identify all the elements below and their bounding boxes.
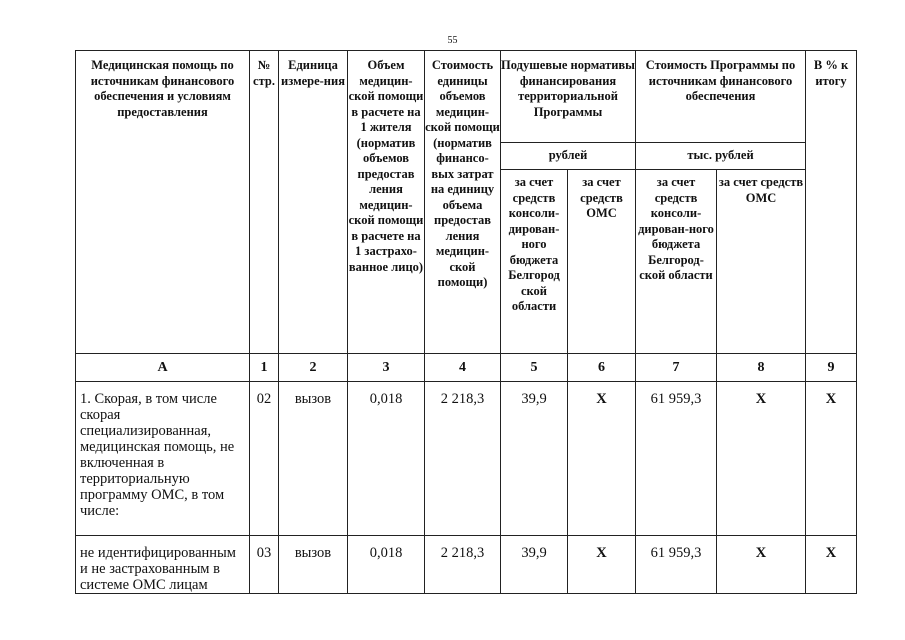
row-percent: Х <box>806 536 857 594</box>
column-number: 2 <box>279 354 348 382</box>
column-number: 4 <box>425 354 501 382</box>
column-number: 9 <box>806 354 857 382</box>
row-name: 1. Скорая, в том числе скорая специализированная, медицинская помощь, не включенная в территориальную программу ОМС, в том числе: <box>76 382 250 536</box>
table-row <box>76 536 857 594</box>
header-col-9: В % к итогу <box>806 51 857 354</box>
row-program-budget: 61 959,3 <box>636 382 717 536</box>
row-unit: вызов <box>279 536 348 594</box>
header-col-4: Стоимость единицы объемов медицин-ской помощи (норматив финансо-вых затрат на единицу объема предостав ления медицин-ской помощи) <box>425 51 501 354</box>
column-number: 8 <box>717 354 806 382</box>
row-volume: 0,018 <box>348 536 425 594</box>
page-number: 55 <box>447 35 458 46</box>
header-col-7: за счет средств консоли-дирован-ного бюджета Белгород-ской области <box>636 170 717 354</box>
column-number: А <box>76 354 250 382</box>
row-program-budget: 61 959,3 <box>636 536 717 594</box>
header-col-1: № стр. <box>250 51 279 354</box>
row-cost: 2 218,3 <box>425 382 501 536</box>
unit-rubles: рублей <box>501 143 636 170</box>
program-cost-table <box>75 50 857 594</box>
header-col-a: Медицинская помощь по источникам финансового обеспечения и условиям предоставления <box>76 51 250 354</box>
table-row <box>76 382 857 536</box>
row-line-number: 02 <box>250 382 279 536</box>
header-col-6: за счет средств ОМС <box>568 170 636 354</box>
row-per-capita-budget: 39,9 <box>501 536 568 594</box>
column-number: 1 <box>250 354 279 382</box>
column-number: 6 <box>568 354 636 382</box>
header-col-8: за счет средств ОМС <box>717 170 806 354</box>
row-cost: 2 218,3 <box>425 536 501 594</box>
header-col-5: за счет средств консоли-дирован-ного бюджета Белгород ской области <box>501 170 568 354</box>
header-group-per-capita: Подушевые нормативы финансирования территориальной Программы <box>501 51 636 143</box>
row-program-oms: Х <box>717 536 806 594</box>
row-per-capita-oms: Х <box>568 382 636 536</box>
row-name: не идентифицированным и не застрахованным в системе ОМС лицам <box>76 536 250 594</box>
column-numbering-row <box>76 354 857 382</box>
column-number: 7 <box>636 354 717 382</box>
row-program-oms: Х <box>717 382 806 536</box>
header-col-2: Единица измере-ния <box>279 51 348 354</box>
header-row-top <box>76 51 857 143</box>
header-col-3: Объем медицин-ской помощи в расчете на 1 жителя (норматив объемов предостав ления медицин-ской помощи в расчете на 1 застрахо-ванное лицо) <box>348 51 425 354</box>
row-line-number: 03 <box>250 536 279 594</box>
row-unit: вызов <box>279 382 348 536</box>
column-number: 3 <box>348 354 425 382</box>
unit-thousand-rubles: тыс. рублей <box>636 143 806 170</box>
column-number: 5 <box>501 354 568 382</box>
row-per-capita-oms: Х <box>568 536 636 594</box>
row-percent: Х <box>806 382 857 536</box>
row-volume: 0,018 <box>348 382 425 536</box>
row-per-capita-budget: 39,9 <box>501 382 568 536</box>
header-group-program-cost: Стоимость Программы по источникам финансового обеспечения <box>636 51 806 143</box>
